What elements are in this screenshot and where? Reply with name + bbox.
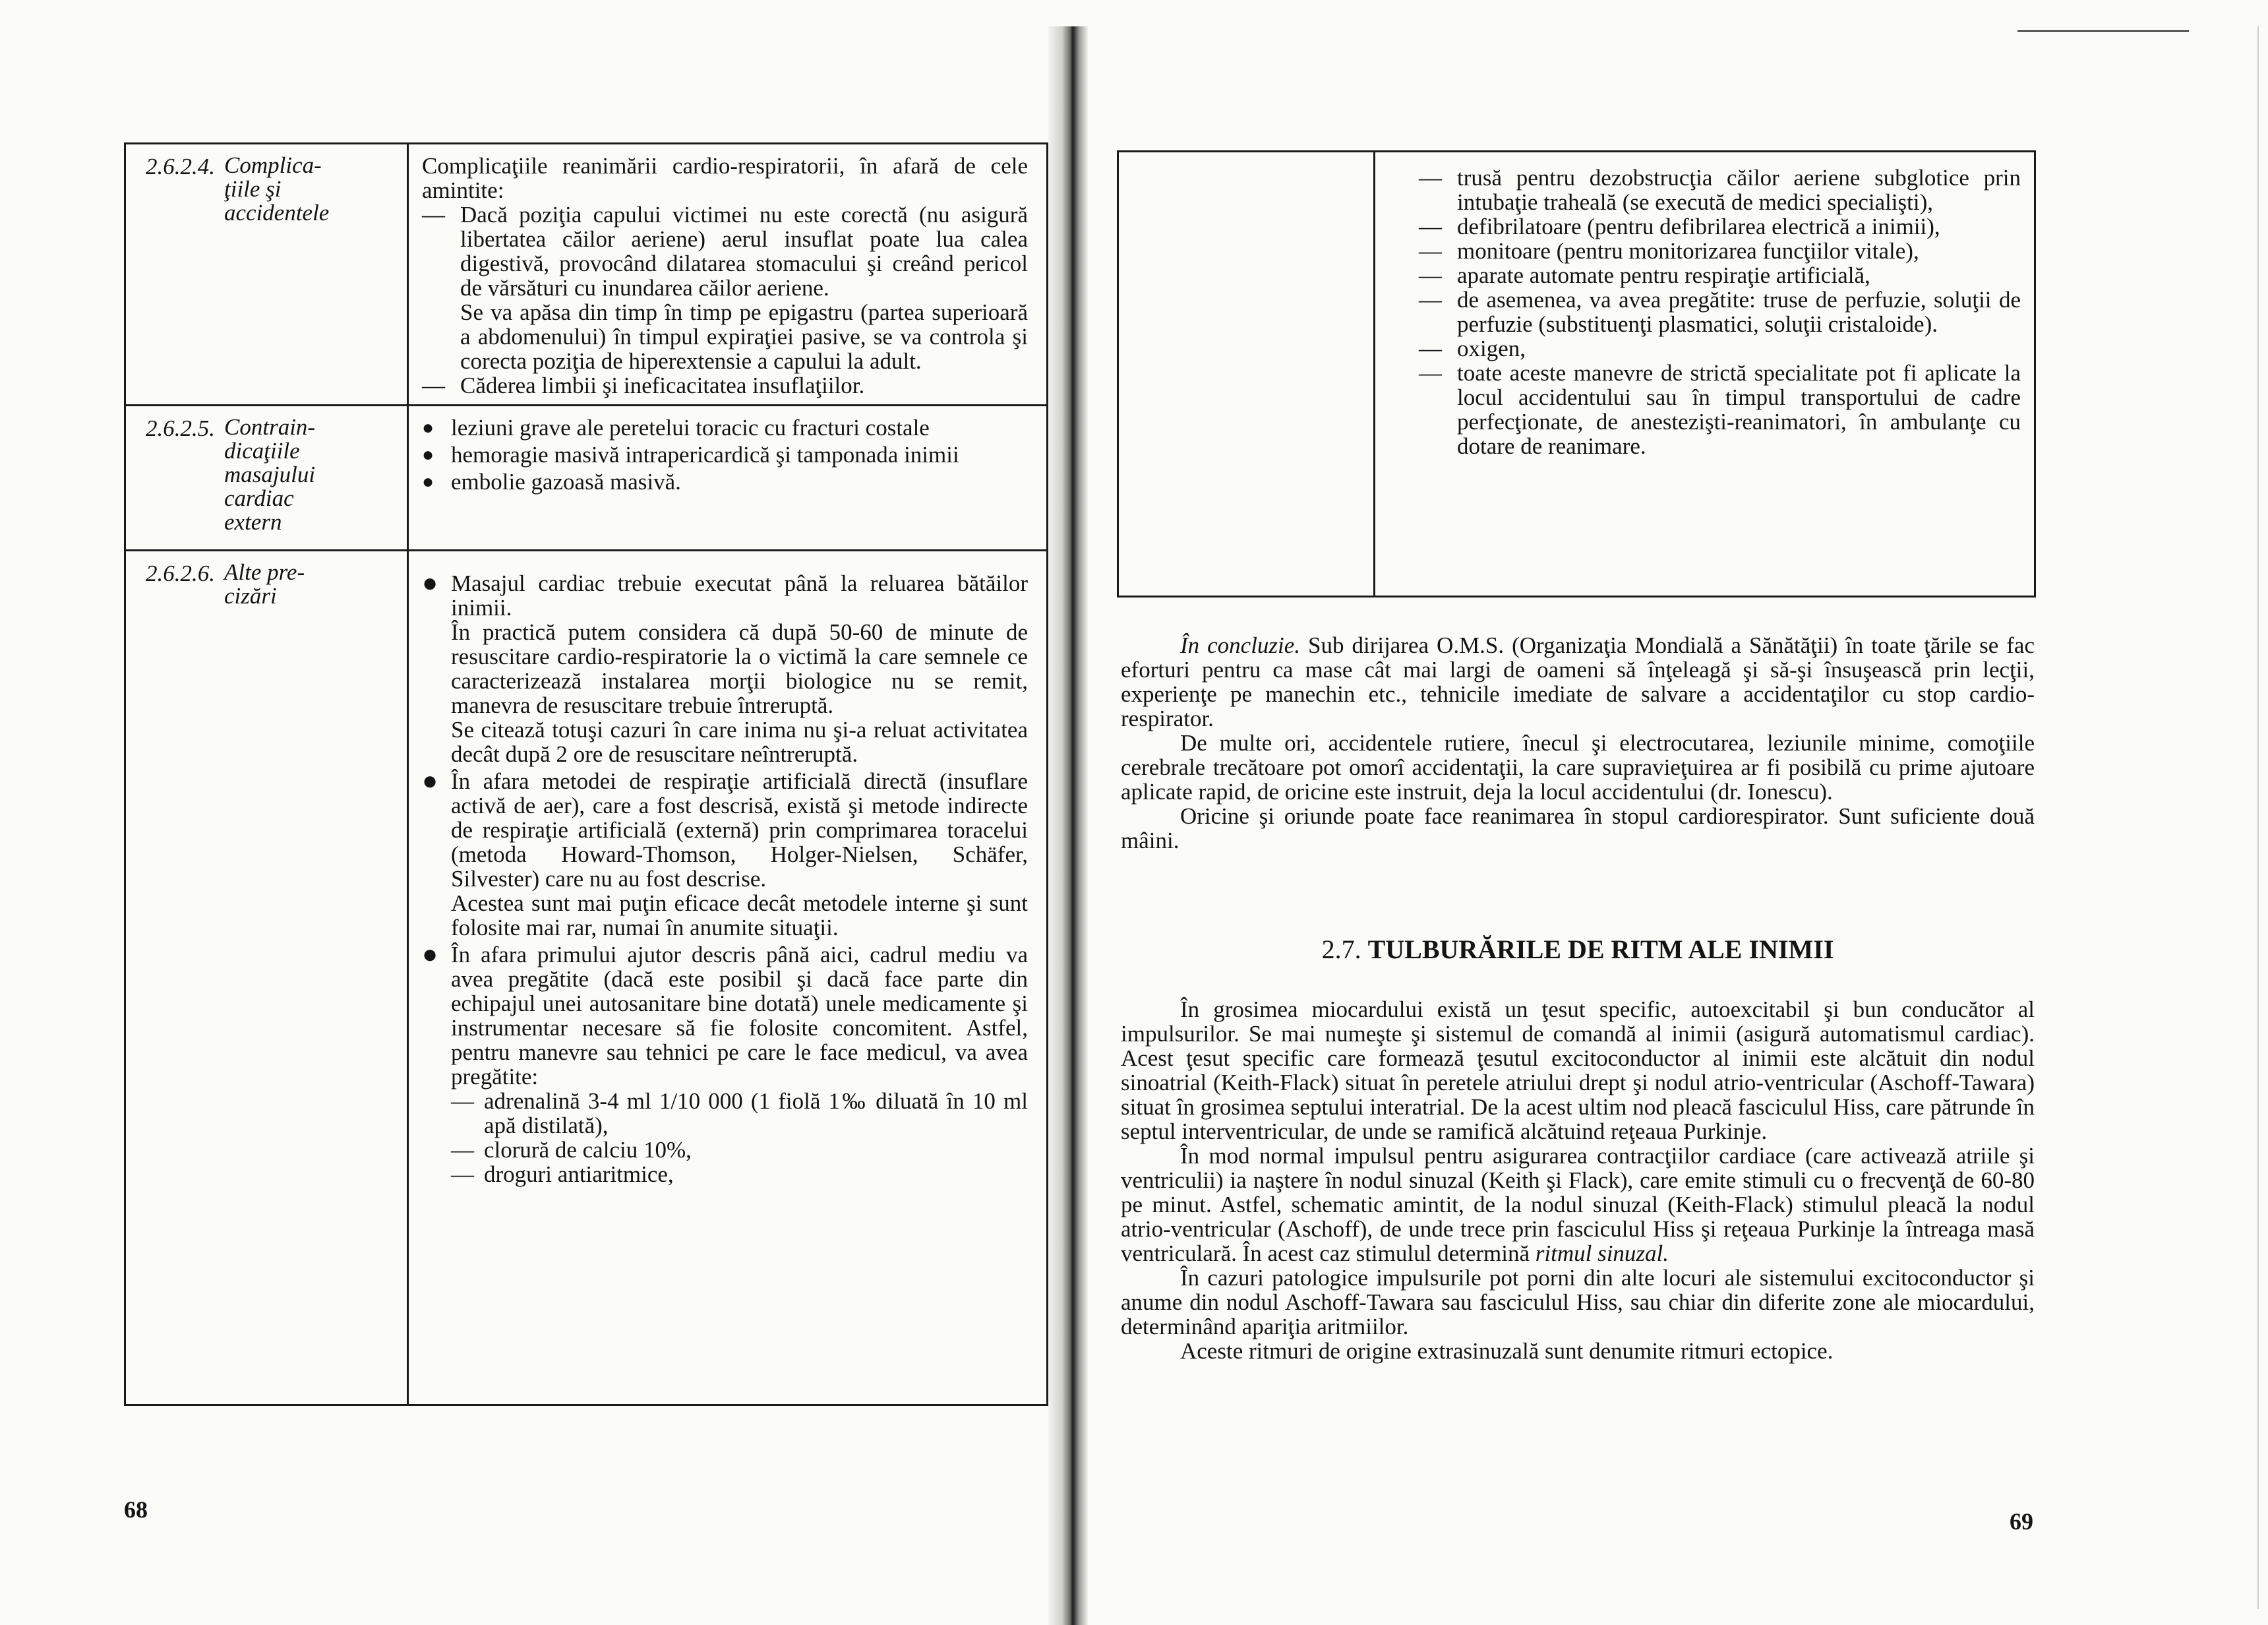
page-edge (2257, 26, 2263, 1609)
section-body (408, 144, 1048, 406)
section-title-line: Contrain- (224, 414, 316, 440)
list-item: — Dacă poziţia capului victimei nu este corectă (nu asigură libertatea căilor aeriene) aerul insuflat poate lua calea digestivă, provocând dilatarea stomacului şi creând pericol de vărsături cu inundarea căilor aeriene. Se va apăsa din timp în timp pe epigastru (partea superioară a abdomenului) în timpul expiraţiei pasive, se va controla şi corecta poziţia de hiperextensie a capului la adult. (422, 202, 1028, 374)
section-title-line: accidentele (224, 200, 330, 226)
list-item: — monitoare (pentru monitorizarea funcţiilor vitale), (1419, 239, 2021, 263)
empty-header-cell (1118, 152, 1375, 597)
section-body-text (1121, 997, 2035, 1363)
section-number: 2.6.2.4. (146, 154, 215, 179)
section-title-line: masajului (224, 462, 316, 487)
list-item: — defibrilatoare (pentru defibrilarea electrică a inimii), (1419, 214, 2021, 239)
sub-list-item-text: adrenalină 3-4 ml 1/10 000 (1 fiolă 1‰ diluată în 10 ml apă distilată), (484, 1088, 1028, 1138)
left-page-table (124, 142, 1048, 1406)
body-paragraph-text: În mod normal impulsul pentru asigurarea contracţiilor cardiace (care activează atriile şi ventriculii) ia naştere în nodul sinuzal (Keith şi Flack), care emite stimuli cu o frecvenţă de 60-80 pe minut. Astfel, schematic amintit, de la nodul sinuzal (Keith-Flack) stimulul pleacă la nodul atrio-ventricular (Aschoff), de unde trece prin fasciculul Hiss şi reţeaua Purkinje la întreaga masă ventriculară. În acest caz stimulul determină (1121, 1143, 2035, 1266)
conclusion-paragraph (1121, 633, 2035, 731)
list-item: — de asemenea, va avea pregătite: truse de perfuzie, soluţii de perfuzie (substituenţi plasmatici, soluţii cristaloide). (1419, 287, 2021, 337)
section-title-line: cardiac (224, 485, 294, 511)
list-item (422, 470, 1028, 494)
sub-list-item: — droguri antiaritmice, (451, 1162, 1028, 1186)
list-item: — trusă pentru dezobstrucţia căilor aeriene subglotice prin intubaţie traheală (se execută de medici specialişti), (1419, 165, 2021, 215)
list-item-text: monitoare (pentru monitorizarea funcţiilor vitale), (1457, 238, 1919, 264)
section-header (125, 406, 408, 551)
section-heading-number: 2.7. (1321, 935, 1361, 964)
list-item-text: embolie gazoasă masivă. (451, 469, 681, 495)
list-item (422, 443, 1028, 467)
equipment-list (1375, 152, 2035, 597)
section-title-line: ţiile şi (224, 176, 282, 202)
section-heading-title: TULBURĂRILE DE RITM ALE INIMII (1367, 935, 1834, 964)
bullet-icon: ● (422, 766, 438, 795)
conclusion-label: În concluzie. (1180, 632, 1301, 658)
list-item: — toate aceste manevre de strictă specialitate pot fi aplicate la locul accidentului sau în timpul transportului de cadre perfecţionate, de anestezişti-reanimatori, în ambulanţe cu dotare de reanimare. (1419, 360, 2021, 459)
page-edge-rule (2017, 30, 2189, 32)
section-row-other-notes (125, 551, 1048, 1405)
section-title-line: Complica- (224, 152, 322, 178)
body-paragraph: În grosimea miocardului există un ţesut specific, autoexcitabil şi bun conducător al impulsurilor. Se mai numeşte şi sistemul de comandă al inimii (asigură automatismul cardiac). Acest ţesut specific care formează ţesutul excitoconductor al inimii este alcătuit din nodul sinoatrial (Keith-Flack) situat în peretele atriului drept şi nodul atrio-ventricular (Aschoff-Tawara) situat în grosimea septului interatrial. De la acest ultim nod pleacă fasciculul Hiss, care pătrunde în septul interventricular, de unde se ramifică alcătuind reţeaua Purkinje. (1121, 996, 2035, 1144)
section-title-line: Alte pre- (224, 559, 305, 585)
book-gutter (1048, 26, 1088, 1625)
conclusion-text: Sub dirijarea O.M.S. (Organizaţia Mondială a Sănătăţii) în toate ţările se fac eforturi pentru ca mase cât mai largi de oameni să înţeleagă şi să-şi însuşească prin lecţii, experienţe pe manechin etc., tehnicile imediate de salvare a accidentaţilor cu stop cardio-respirator. (1121, 632, 2035, 731)
list-item-paragraph: Se citează totuşi cazuri în care inima nu şi-a reluat activitatea decât după 2 ore de resuscitare neîntreruptă. (451, 717, 1028, 767)
section-number: 2.6.2.5. (146, 415, 215, 441)
list-item: — oxigen, (1419, 336, 2021, 361)
page-number: 69 (2010, 1508, 2033, 1535)
list-item (422, 939, 1028, 1187)
body-paragraph (1121, 1144, 2035, 1266)
body-paragraph: În cazuri patologice impulsurile pot porni din alte locuri ale sistemului excitoconductor şi anume din nodul Aschoff-Tawara sau fasciculul Hiss, sau chiar din diferite zone ale miocardului, determinând apariţia aritmiilor. (1121, 1265, 2035, 1339)
list-item-text: hemoragie masivă intrapericardică şi tamponada inimii (451, 442, 959, 468)
list-item-text: În afara primului ajutor descris până aici, cadrul mediu va avea pregătite (dacă este posibil şi dacă face parte din echipajul unei autosanitare bine dotată) unele medicamente şi instrumentar necesare să fie folosite concomitent. Astfel, pentru manevre sau tehnici pe care le face medicul, va avea pregătite: (451, 942, 1028, 1089)
sub-list-item: — adrenalină 3-4 ml 1/10 000 (1 fiolă 1‰ diluată în 10 ml apă distilată), (451, 1088, 1028, 1138)
rhythm-term: ritmul sinuzal. (1535, 1241, 1669, 1266)
page-number: 68 (124, 1496, 148, 1523)
list-item (422, 568, 1028, 767)
list-item-text: oxigen, (1457, 336, 1526, 361)
list-item-text: de asemenea, va avea pregătite: truse de perfuzie, soluţii de perfuzie (substituenţi plasmatici, soluţii cristaloide). (1457, 287, 2021, 337)
section-body (408, 406, 1048, 551)
conclusion-paragraph: Oricine şi oriunde poate face reanimarea în stopul cardiorespirator. Sunt suficiente două mâini. (1121, 803, 2035, 853)
list-item (422, 766, 1028, 940)
section-row-contraindications (125, 406, 1048, 551)
list-item: — aparate automate pentru respiraţie artificială, (1419, 263, 2021, 288)
section-intro: Complicaţiile reanimării cardio-respiratorii, în afară de cele amintite: (422, 153, 1028, 203)
list-item-text: aparate automate pentru respiraţie artificială, (1457, 262, 1870, 288)
list-item-text: trusă pentru dezobstrucţia căilor aeriene subglotice prin intubaţie traheală (se execută de medici specialişti), (1457, 165, 2021, 215)
bullet-icon: ● (422, 417, 434, 439)
section-number: 2.6.2.6. (146, 561, 215, 586)
bullet-icon: ● (422, 939, 438, 969)
section-header (125, 551, 408, 1405)
list-item-text: defibrilatoare (pentru defibrilarea electrică a inimii), (1457, 214, 1940, 239)
section-title-line: dicaţiile (224, 438, 300, 464)
list-item-continuation: Se va apăsa din timp în timp pe epigastru (partea superioară a abdomenului) în timpul expiraţiei pasive, se va controla şi corecta poziţia de hiperextensie a capului la adult. (460, 299, 1028, 374)
conclusion-block (1121, 633, 2035, 853)
list-item-paragraph: Acestea sunt mai puţin eficace decât metodele interne şi sunt folosite mai rar, numai în anumite situaţii. (451, 890, 1028, 940)
section-body (408, 551, 1048, 1405)
conclusion-paragraph: De multe ori, accidentele rutiere, înecul şi electrocutarea, leziunile minime, comoţiile cerebrale trecătoare pot omorî accidentaţii, la care supravieţuirea ar fi posibilă cu prime ajutoare aplicate rapid, de oricine este instruit, deja la locul accidentului (dr. Ionescu). (1121, 730, 2035, 805)
section-row-complications (125, 144, 1048, 406)
list-item-text: leziuni grave ale peretelui toracic cu fracturi costale (451, 415, 930, 441)
sub-list-item-text: droguri antiaritmice, (484, 1161, 674, 1187)
body-paragraph: Aceste ritmuri de origine extrasinuzală sunt denumite ritmuri ectopice. (1180, 1338, 1834, 1364)
list-item-text: Masajul cardiac trebuie executat până la reluarea bătăilor inimii. (451, 570, 1028, 621)
bullet-icon: ● (422, 444, 434, 466)
list-item-text: Căderea limbii şi ineficacitatea insuflaţiilor. (460, 373, 865, 398)
list-item (422, 415, 1028, 440)
list-item-text: Dacă poziţia capului victimei nu este corectă (nu asigură libertatea căilor aeriene) aerul insuflat poate lua calea digestivă, provocând dilatarea stomacului şi creând pericol de vărsături cu inundarea căilor aeriene. (460, 202, 1028, 301)
sub-list-item: — clorură de calciu 10%, (451, 1138, 1028, 1162)
equipment-row (1118, 152, 2035, 597)
section-title-line: extern (224, 509, 282, 535)
right-page-table (1117, 150, 2036, 598)
section-title-line: cizări (224, 583, 277, 609)
list-item-text: În afara metodei de respiraţie artificială directă (insuflare activă de aer), care a fost descrisă, există şi metode indirecte de respiraţie artificială (externă) prin comprimarea toracelui (metoda Howard-Thomson, Holger-Nielsen, Schäfer, Silvester) care nu au fost descrise. (451, 768, 1028, 892)
list-item-paragraph: În practică putem considera că după 50-60 de minute de resuscitare cardio-respiratorie la o victimă la care semnele ce caracterizează instalarea morţii biologice nu se remit, manevra de resuscitare trebuie întreruptă. (451, 619, 1028, 718)
list-item: — Căderea limbii şi ineficacitatea insuflaţiilor. (422, 373, 1028, 398)
section-heading (1121, 934, 2035, 965)
sub-list-item-text: clorură de calciu 10%, (484, 1137, 692, 1163)
bullet-icon: ● (422, 471, 434, 493)
list-item-text: toate aceste manevre de strictă specialitate pot fi aplicate la locul accidentului sau în timpul transportului de cadre perfecţionate, de anestezişti-reanimatori, în ambulanţe cu dotare de reanimare. (1457, 360, 2021, 459)
bullet-icon: ● (422, 568, 438, 598)
section-header (125, 144, 408, 406)
